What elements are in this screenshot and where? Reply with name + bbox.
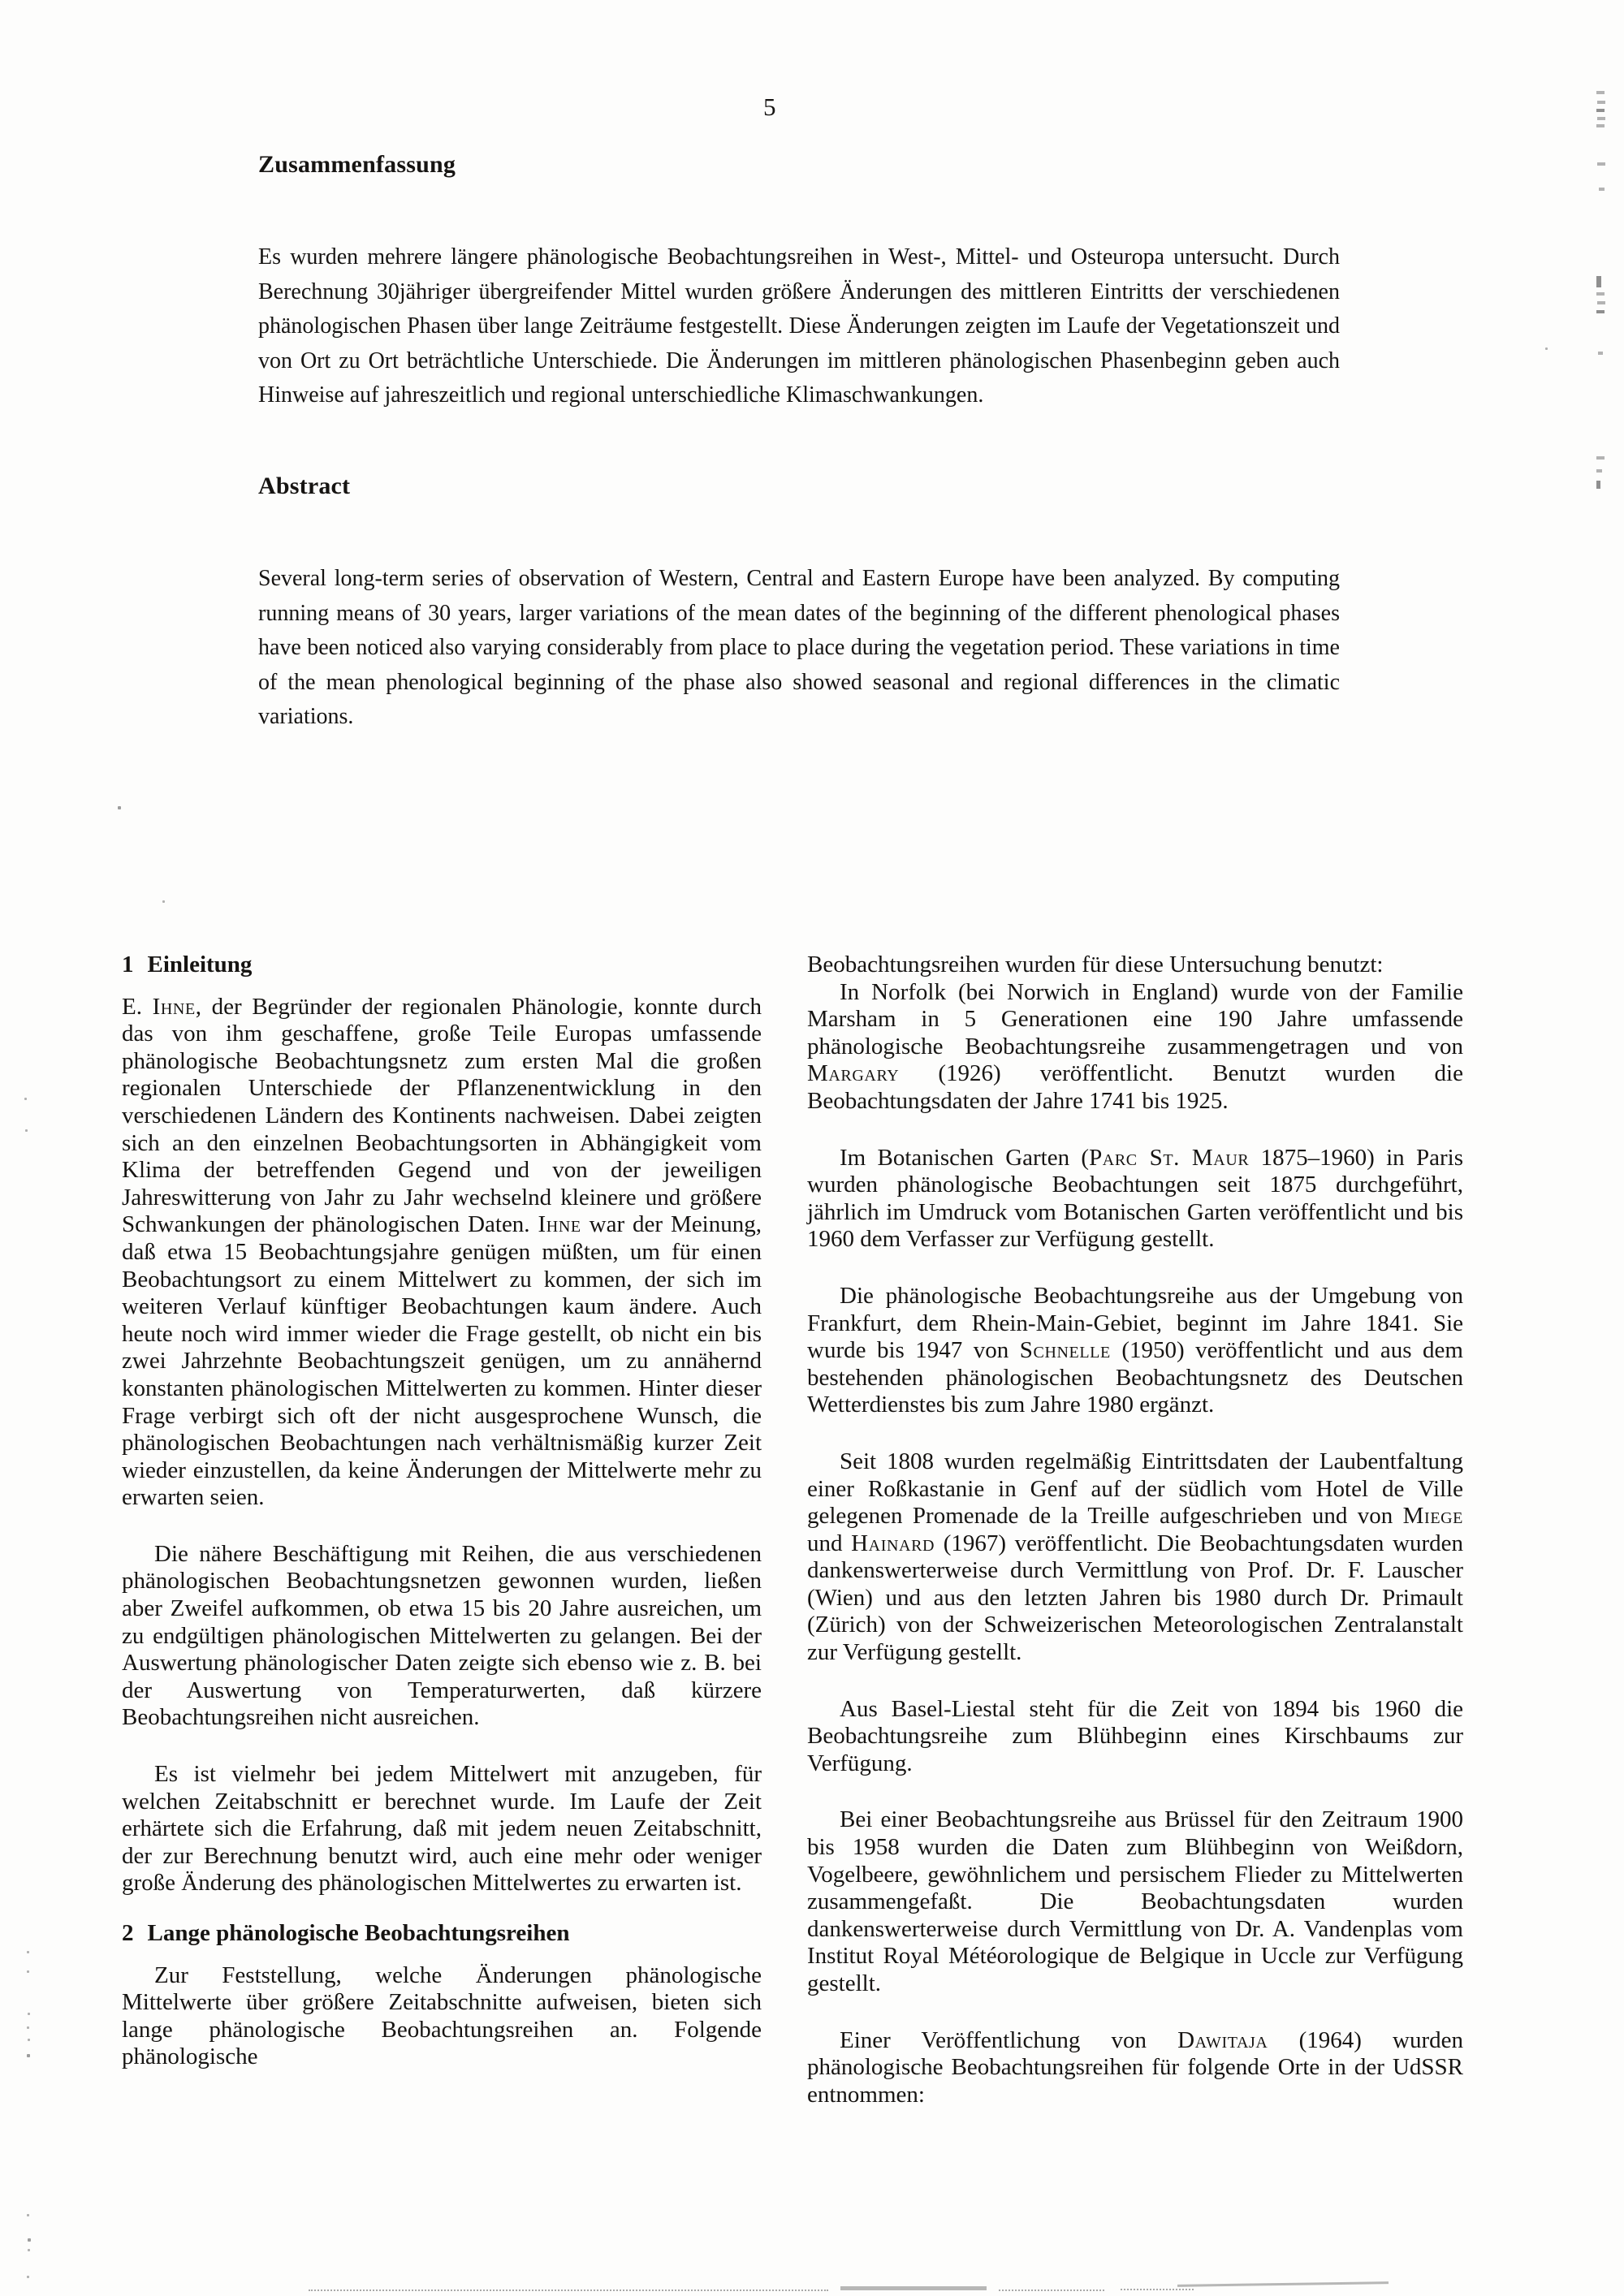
scan-noise <box>1596 310 1605 313</box>
scan-noise <box>1597 101 1605 104</box>
scan-noise <box>1596 276 1601 287</box>
scan-noise <box>27 1951 29 1953</box>
right-column <box>807 952 1463 2108</box>
basel-para: Aus Basel-Liestal steht für die Zeit von 1894 bis 1960 die Beobachtungsreihe zum Blühbeginn eines Kirschbaums zur Verfügung. <box>807 1695 1463 1776</box>
person-name-smallcaps: Schnelle <box>1019 1337 1111 1364</box>
scan-noise <box>1177 2281 1389 2287</box>
scan-noise <box>27 2054 30 2057</box>
scan-noise <box>1596 469 1602 473</box>
person-name-smallcaps: Hainard <box>851 1530 935 1556</box>
reihen-para-1-continued: Beobachtungsreihen wurden für diese Untersuchung benutzt: <box>807 952 1384 978</box>
section-number: 2 <box>122 1920 134 1946</box>
scan-noise <box>1597 117 1605 120</box>
scan-noise <box>309 2290 828 2291</box>
frankfurt-para: Die phänologische Beobachtungsreihe aus der Umgebung von Frankfurt, dem Rhein-Main-Gebiet, beginnt im Jahre 1841. Sie wurde bis 1947 von Schnelle (1950) veröffentlicht und aus dem bestehenden phänologischen Beobachtungsnetz des Deutschen Wetterdienstes bis zum Jahre 1980 ergänzt. <box>807 1282 1463 1418</box>
scan-noise <box>1596 109 1605 112</box>
section-heading-1 <box>122 952 762 979</box>
scan-noise <box>1121 2289 1194 2290</box>
summary-heading: Zusammenfassung <box>258 151 456 178</box>
paris-para: Im Botanischen Garten (Parc St. Maur 1875–1960) in Paris wurden phänologische Beobachtungen seit 1875 durchgeführt, jährlich im Umdruck vom Botanischen Garten veröffentlicht und bis 1960 dem Verfasser zur Verfügung gestellt. <box>807 1144 1463 1253</box>
scan-noise <box>27 1970 29 1973</box>
person-name-smallcaps: Margary <box>807 1060 900 1087</box>
scan-noise <box>1596 292 1605 296</box>
scan-noise <box>28 2039 30 2041</box>
left-column <box>122 952 762 2108</box>
section-title: Lange phänologische Beobachtungsreihen <box>147 1920 570 1946</box>
scan-noise <box>27 2276 29 2278</box>
einleitung-para-1: E. Ihne, der Begründer der regionalen Phänologie, konnte durch das von ihm geschaffene, große Teile Europas umfassende phänologische Beobachtungsnetz zum ersten Mal die großen regionalen Unterschiede der Pflanzenentwicklung in den verschiedenen Ländern des Kontinents nachweisen. Dabei zeigten sich an den einzelnen Beobachtungsorten in Abhängigkeit vom Klima der betreffenden Gegend und von der jeweiligen Jahreswitterung von Jahr zu Jahr wechselnd kleinere und größere Schwankungen der phänologischen Daten. Ihne war der Meinung, daß etwa 15 Beobachtungsjahre genügen müßten, um für einen Beobachtungsort zu einem Mittelwert zu kommen, der sich im weiteren Verlauf künftiger Beobachtungen kaum ändere. Auch heute noch wird immer wieder die Frage gestellt, ob nicht ein bis zwei Jahrzehnte Beobachtungszeit genügen, um zu annähernd konstanten phänologischen Mittelwerten zu kommen. Hinter dieser Frage verbirgt sich oft der nicht ausgesprochene Wunsch, die phänologischen Beobachtungen nach verhältnismäßig kurzer Zeit wieder einzustellen, da keine Änderungen der Mittelwerte mehr zu erwarten seien. <box>122 993 762 1511</box>
einleitung-para-2: Die nähere Beschäftigung mit Reihen, die aus verschiedenen phänologischen Beobachtungsnetzen gewonnen wurden, ließen aber Zweifel aufkommen, ob etwa 15 bis 20 Jahre ausreichen, um zu endgültigen phänologischen Mittelwerten zu gelangen. Bei der Auswertung phänologischer Daten zeigte sich ebenso wie z. B. bei der Auswertung von Temperaturwerten, daß kürzere Beobachtungsreihen nicht ausreichen. <box>122 1540 762 1731</box>
genf-para: Seit 1808 wurden regelmäßig Eintrittsdaten der Laubentfaltung einer Roßkastanie in Genf auf der südlich vom Hotel de Ville gelegenen Promenade de la Treille aufgeschrieben und von Miege und Hainard (1967) veröffentlicht. Die Beobachtungsdaten wurden dankenswerterweise durch Vermittlung von Prof. Dr. F. Lauscher (Wien) und aus den letzten Jahren bis 1980 durch Dr. Primault (Zürich) von der Schweizerischen Meteorologischen Zentralanstalt zur Verfügung gestellt. <box>807 1448 1463 1666</box>
person-name-smallcaps: Ihne <box>152 993 196 1020</box>
scan-noise <box>1596 91 1605 94</box>
scan-noise <box>118 806 121 809</box>
scan-noise <box>28 2013 30 2015</box>
two-column-body <box>122 952 1463 2108</box>
person-name-smallcaps: Miege <box>1402 1503 1463 1530</box>
section-title: Einleitung <box>147 952 253 978</box>
abstract-paragraph: Several long-term series of observation of Western, Central and Eastern Europe have been analyzed. By computing running means of 30 years, larger variations of the mean dates of the beginning of the different phenological phases have been noticed also varying considerably from place to place during the vegetation period. These variations in time of the mean phenological beginning of the phase also showed seasonal and regional differences in the climatic variations. <box>258 566 1340 729</box>
scan-noise <box>27 2214 29 2216</box>
udssr-para: Einer Veröffentlichung von Dawitaja (1964) wurden phänologische Beobachtungsreihen für folgende Orte in der UdSSR entnommen: <box>807 2026 1463 2108</box>
scan-noise <box>999 2290 1104 2291</box>
person-name-smallcaps: Parc St. Maur <box>1089 1144 1250 1171</box>
scan-noise <box>840 2286 987 2290</box>
scan-noise <box>28 2249 30 2251</box>
bruessel-para: Bei einer Beobachtungsreihe aus Brüssel für den Zeitraum 1900 bis 1958 wurden die Daten zum Blühbeginn von Weißdorn, Vogelbeere, gewöhnlichem und persischem Flieder zu Mittelwerten zusammengefaßt. Die Beobachtungsdaten wurden dankenswerterweise durch Vermittlung von Dr. A. Vandenplas vom Institut Royal Météorologique de Belgique in Uccle zur Verfügung gestellt. <box>807 1806 1463 1996</box>
person-name-smallcaps: Ihne <box>538 1211 581 1238</box>
abstract-heading: Abstract <box>258 473 351 499</box>
page-number: 5 <box>763 93 776 121</box>
scan-noise <box>1596 481 1600 489</box>
scan-noise <box>27 2026 29 2029</box>
scan-noise <box>162 900 165 903</box>
summary-paragraph: Es wurden mehrere längere phänologische Beobachtungsreihen in West-, Mittel- und Osteuropa untersucht. Durch Berechnung 30jähriger übergreifender Mittel wurden größere Änderungen des mittleren Eintritts der verschiedenen phänologischen Phasen über lange Zeiträume festgestellt. Diese Änderungen zeigten im Laufe der Vegetationszeit und von Ort zu Ort beträchtliche Unterschiede. Die Änderungen im mittleren phänologischen Phasenbeginn geben auch Hinweise auf jahreszeitlich und regional unterschiedliche Klimaschwankungen. <box>258 244 1340 408</box>
scan-noise <box>1599 188 1605 191</box>
scan-noise <box>25 1129 28 1132</box>
scan-noise <box>1597 301 1605 304</box>
scan-noise <box>1596 456 1605 460</box>
person-name-smallcaps: Dawitaja <box>1177 2026 1268 2053</box>
einleitung-para-3: Es ist vielmehr bei jedem Mittelwert mit anzugeben, für welchen Zeitabschnitt er berechnet wurde. Im Laufe der Zeit erhärtete sich die Erfahrung, daß mit jedem neuen Zeitabschnitt, der zur Berechnung benutzt wird, auch eine mehr oder weniger große Änderung des phänologischen Mittelwertes zu erwarten ist. <box>122 1761 762 1897</box>
section-heading-2 <box>122 1920 762 1948</box>
reihen-para-1: Zur Feststellung, welche Änderungen phänologische Mittelwerte über größere Zeitabschnitte aufweisen, bieten sich lange phänologische Beobachtungsreihen an. Folgende phänologische <box>122 1962 762 2070</box>
scan-noise <box>24 1098 27 1100</box>
scan-noise <box>1597 162 1605 166</box>
norfolk-para: In Norfolk (bei Norwich in England) wurde von der Familie Marsham in 5 Generationen eine 190 Jahre umfassende phänologische Beobachtungsreihe zusammengetragen und von Margary (1926) veröffentlicht. Benutzt wurden die Beobachtungsdaten der Jahre 1741 bis 1925. <box>807 978 1463 1114</box>
scan-noise <box>1545 347 1548 350</box>
scan-noise <box>1598 352 1603 355</box>
section-number: 1 <box>122 952 134 978</box>
scan-noise <box>28 2238 31 2242</box>
scan-noise <box>1596 124 1605 127</box>
